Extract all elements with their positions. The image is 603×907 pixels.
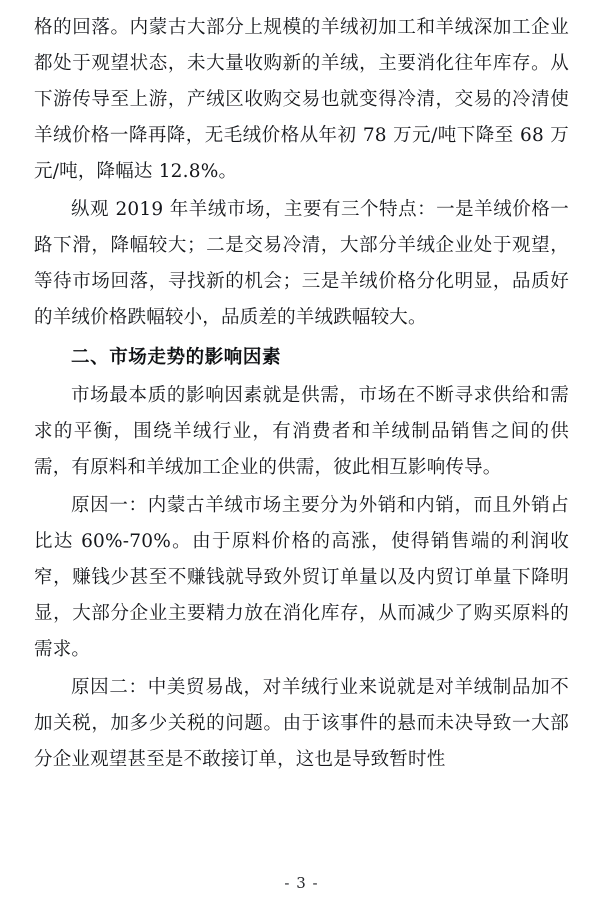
paragraph-supply-demand: 市场最本质的影响因素就是供需，市场在不断寻求供给和需求的平衡，围绕羊绒行业，有消费者和羊绒制品销售之间的供需，有原料和羊绒加工企业的供需，彼此相互影响传导。 — [34, 385, 569, 478]
paragraph-reason-one: 原因一：内蒙古羊绒市场主要分为外销和内销，而且外销占比达 60%-70%。由于原料价格的高涨，使得销售端的利润收窄，赚钱少甚至不赚钱就导致外贸订单量以及内贸订单量下降明显，大部分企业主要精力放在消化库存，从而减少了购买原料的需求。 — [34, 495, 569, 660]
paragraph-market-summary: 纵观 2019 年羊绒市场，主要有三个特点：一是羊绒价格一路下滑，降幅较大；二是交易冷清，大部分羊绒企业处于观望，等待市场回落，寻找新的机会；三是羊绒价格分化明显，品质好的羊绒价格跌幅较小，品质差的羊绒跌幅较大。 — [34, 199, 569, 328]
section-heading-influencing-factors: 二、市场走势的影响因素 — [71, 347, 282, 368]
page-number: - 3 - — [284, 874, 319, 892]
paragraph-reason-two: 原因二：中美贸易战，对羊绒行业来说就是对羊绒制品加不加关税，加多少关税的问题。由于该事件的悬而未决导致一大部分企业观望甚至是不敢接订单，这也是导致暂时性 — [34, 677, 569, 770]
document-body — [34, 10, 569, 873]
paragraph-continued: 格的回落。内蒙古大部分上规模的羊绒初加工和羊绒深加工企业都处于观望状态，未大量收购新的羊绒，主要消化往年库存。从下游传导至上游，产绒区收购交易也就变得冷清，交易的冷清使羊绒价格一降再降，无毛绒价格从年初 78 万元/吨下降至 68 万元/吨，降幅达 12.8%。 — [34, 17, 569, 182]
